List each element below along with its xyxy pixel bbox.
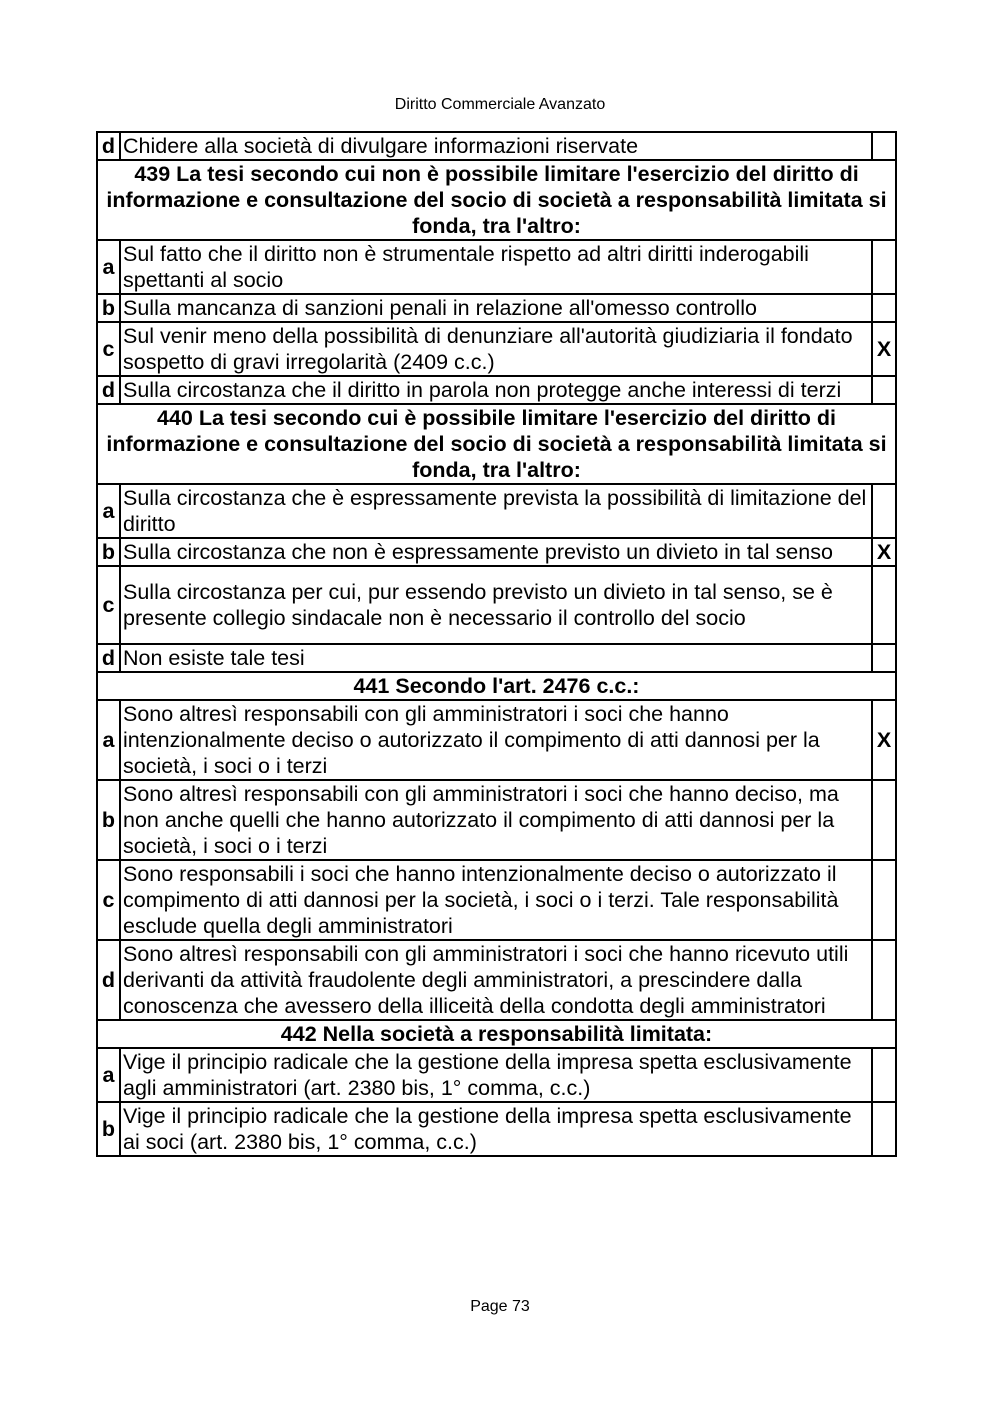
quiz-table [96,131,897,1157]
answer-mark [872,132,896,160]
answer-text: Sono altresì responsabili con gli amministratori i soci che hanno deciso, ma non anche quelli che hanno autorizzato il compimento di atti dannosi per la società, i soci o i terzi [120,780,872,860]
question-row [97,404,896,484]
answer-letter: c [97,322,120,376]
answer-row [97,860,896,940]
answer-letter: d [97,376,120,404]
answer-row [97,294,896,322]
answer-mark [872,860,896,940]
answer-row [97,780,896,860]
answer-mark: X [872,538,896,566]
answer-row [97,940,896,1020]
answer-text: Sono responsabili i soci che hanno intenzionalmente deciso o autorizzato il compimento di atti dannosi per la società, i soci o i terzi. Tale responsabilità esclude quella degli amministratori [120,860,872,940]
answer-text: Sul venir meno della possibilità di denunziare all'autorità giudiziaria il fondato sospetto di gravi irregolarità (2409 c.c.) [120,322,872,376]
answer-row [97,644,896,672]
question-text: 442 Nella società a responsabilità limitata: [97,1020,896,1048]
answer-row [97,322,896,376]
answer-mark [872,1102,896,1156]
question-row [97,1020,896,1048]
answer-text: Sul fatto che il diritto non è strumentale rispetto ad altri diritti inderogabili spettanti al socio [120,240,872,294]
answer-text: Sulla circostanza che non è espressamente previsto un divieto in tal senso [120,538,872,566]
page-number: Page 73 [470,1298,530,1315]
answer-letter: b [97,538,120,566]
answer-letter: c [97,566,120,644]
answer-mark [872,484,896,538]
answer-mark [872,566,896,644]
answer-letter: c [97,860,120,940]
question-row [97,160,896,240]
answer-row [97,700,896,780]
answer-text: Sulla circostanza che il diritto in parola non protegge anche interessi di terzi [120,376,872,404]
question-text: 439 La tesi secondo cui non è possibile limitare l'esercizio del diritto di informazione e consultazione del socio di società a responsabilità limitata si fonda, tra l'altro: [97,160,896,240]
answer-mark: X [872,322,896,376]
page-header: Diritto Commerciale Avanzato [394,96,606,113]
answer-text: Sulla mancanza di sanzioni penali in relazione all'omesso controllo [120,294,872,322]
answer-letter: a [97,484,120,538]
answer-row [97,1048,896,1102]
answer-letter: a [97,700,120,780]
answer-letter: b [97,780,120,860]
quiz-body [97,132,896,1156]
answer-mark [872,1048,896,1102]
answer-text: Sulla circostanza per cui, pur essendo previsto un divieto in tal senso, se è presente collegio sindacale non è necessario il controllo del socio [120,566,872,644]
answer-row [97,484,896,538]
question-text: 440 La tesi secondo cui è possibile limitare l'esercizio del diritto di informazione e consultazione del socio di società a responsabilità limitata si fonda, tra l'altro: [97,404,896,484]
answer-text: Sulla circostanza che è espressamente prevista la possibilità di limitazione del diritto [120,484,872,538]
answer-mark [872,376,896,404]
answer-letter: d [97,644,120,672]
question-row [97,672,896,700]
answer-letter: b [97,294,120,322]
answer-text: Sono altresì responsabili con gli amministratori i soci che hanno intenzionalmente deciso o autorizzato il compimento di atti dannosi per la società, i soci o i terzi [120,700,872,780]
answer-mark [872,644,896,672]
question-text: 441 Secondo l'art. 2476 c.c.: [97,672,896,700]
answer-row [97,376,896,404]
answer-mark [872,940,896,1020]
answer-text: Vige il principio radicale che la gestione della impresa spetta esclusivamente agli amministratori (art. 2380 bis, 1° comma, c.c.) [120,1048,872,1102]
answer-letter: b [97,1102,120,1156]
answer-row [97,538,896,566]
answer-mark: X [872,700,896,780]
answer-mark [872,780,896,860]
answer-text: Non esiste tale tesi [120,644,872,672]
answer-letter: a [97,240,120,294]
answer-letter: a [97,1048,120,1102]
answer-row [97,1102,896,1156]
answer-mark [872,240,896,294]
answer-text: Vige il principio radicale che la gestione della impresa spetta esclusivamente ai soci (art. 2380 bis, 1° comma, c.c.) [120,1102,872,1156]
answer-row [97,132,896,160]
answer-text: Chidere alla società di divulgare informazioni riservate [120,132,872,160]
answer-mark [872,294,896,322]
answer-letter: d [97,132,120,160]
answer-row [97,566,896,644]
answer-row [97,240,896,294]
answer-text: Sono altresì responsabili con gli amministratori i soci che hanno ricevuto utili derivanti da attività fraudolente degli amministratori, a prescindere dalla conoscenza che avessero della illiceità della condotta degli amministratori [120,940,872,1020]
answer-letter: d [97,940,120,1020]
